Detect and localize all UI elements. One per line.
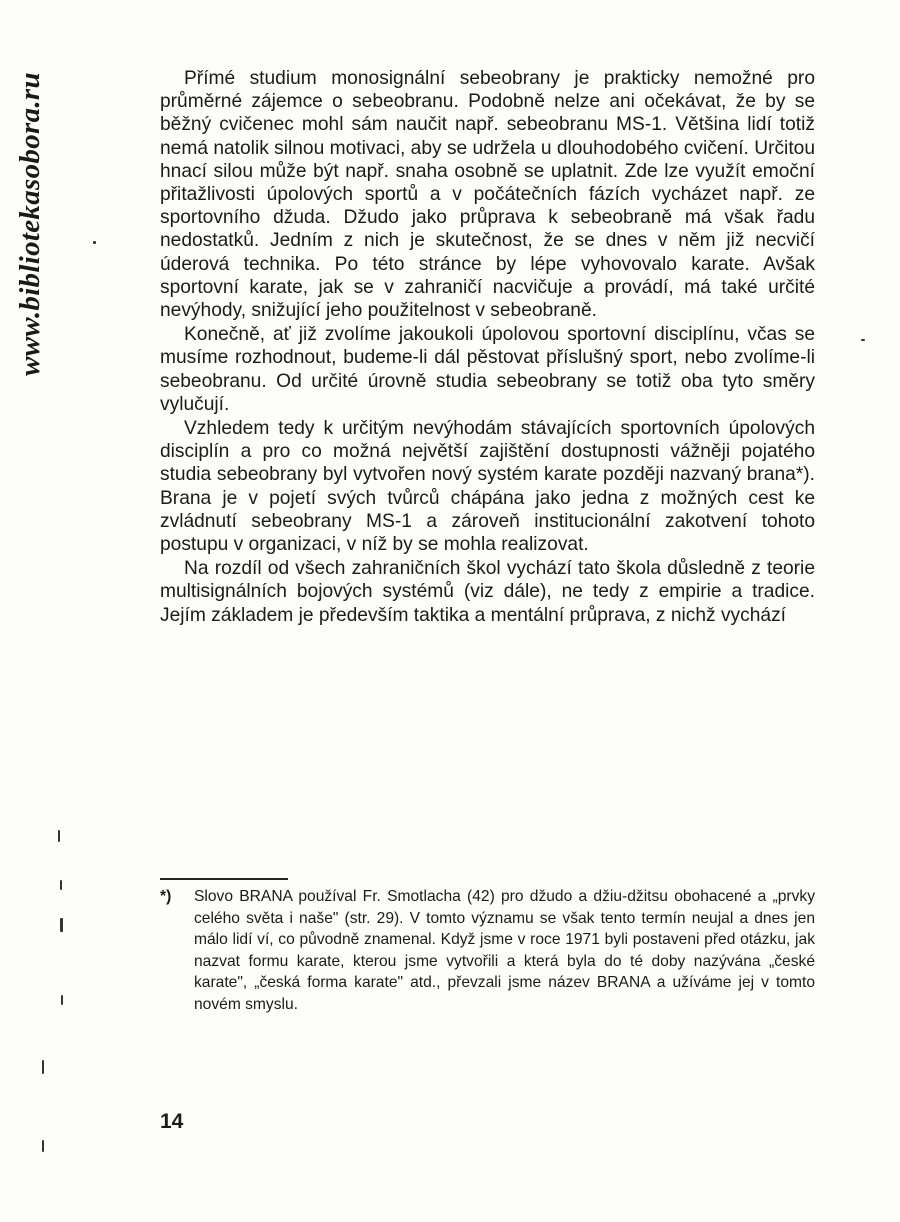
scan-speck — [42, 1060, 44, 1074]
scan-speck — [60, 880, 62, 890]
footnote-mark: *) — [160, 888, 172, 905]
footnote — [160, 886, 815, 1016]
scan-speck — [861, 339, 865, 341]
watermark-url: www.bibliotekasobora.ru — [14, 72, 46, 376]
footnote-text: Slovo BRANA používal Fr. Smotlacha (42) pro džudo a džiu-džitsu obohacené a „prvky celého světa i naše" (str. 29). V tomto významu se však tento termín neujal a dnes jen málo lidí ví, co původně znamenal. Když jsme v roce 1971 byli postaveni před otázku, jak nazvat formu karate, kterou jsme vytvořili a která byla do té doby nazývána „české karate", „česká forma karate" atd., převzali jsme název BRANA a užíváme jej v tomto novém smyslu. — [194, 888, 815, 1013]
scan-speck — [61, 995, 63, 1005]
paragraph-1: Přímé studium monosignální sebeobrany je prakticky nemožné pro průměrné zájemce o sebeobranu. Podobně nelze ani očekávat, že by se běžný cvičenec mohl sám naučit např. sebeobranu MS-1. Většina lidí totiž nemá natolik silnou motivaci, aby se udržela u dlouhodobého cvičení. Určitou hnací silou může být např. snaha osobně se uplatnit. Zde lze využít emoční přitažlivosti úpolových sportů a v počátečních fázích vycházet např. ze sportovního džuda. Džudo jako průprava k sebeobraně má však řadu nedostatků. Jedním z nich je skutečnost, že se dnes v něm již necvičí úderová technika. Po této stránce by lépe vyhovovalo karate. Avšak sportovní karate, jak se v zahraničí nacvičuje a provádí, má také určité nevýhody, snižující jeho použitelnost v sebeobraně. — [160, 68, 815, 322]
scan-speck — [60, 918, 63, 932]
paragraph-3: Vzhledem tedy k určitým nevýhodám stávajících sportovních úpolových disciplín a pro co možná největší zajištění dostupnosti vážněji pojatého studia sebeobrany byl vytvořen nový systém karate později nazvaný brana*). Brana je v pojetí svých tvůrců chápána jako jedna z možných cest ke zvládnutí sebeobrany MS-1 a zároveň institucionální zakotvení tohoto postupu v organizaci, v níž by se mohla realizovat. — [160, 418, 815, 556]
scan-speck — [93, 241, 96, 244]
page-number: 14 — [160, 1110, 184, 1133]
scan-speck — [58, 830, 60, 842]
footnote-divider — [160, 878, 288, 880]
paragraph-2: Konečně, ať již zvolíme jakoukoli úpolovou sportovní disciplínu, včas se musíme rozhodnout, budeme-li dál pěstovat příslušný sport, nebo zvolíme-li sebeobranu. Od určité úrovně studia sebeobrany se totiž oba tyto směry vylučují. — [160, 324, 815, 415]
main-text — [160, 67, 815, 627]
paragraph-4: Na rozdíl od všech zahraničních škol vychází tato škola důsledně z teorie multisignálních bojových systémů (viz dále), ne tedy z empirie a tradice. Jejím základem je především taktika a mentální průprava, z nichž vychází — [160, 558, 815, 626]
scan-speck — [42, 1140, 44, 1152]
